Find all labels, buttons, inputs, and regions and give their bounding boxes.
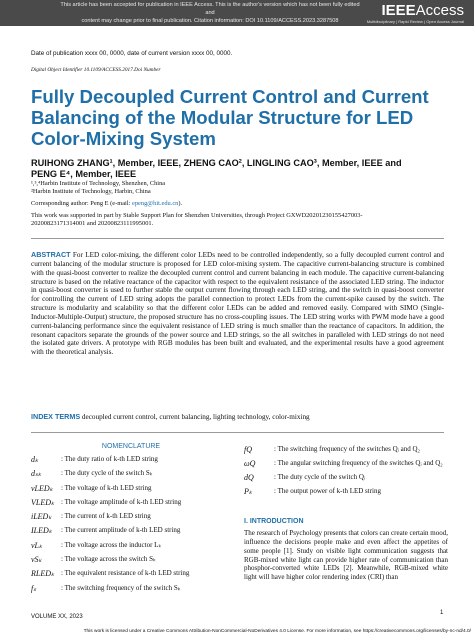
- abstract-text: For LED color-mixing, the different color LEDs need to be controlled independently, so a fully decoupled current control and current balancing of the modular structure is proposed for LED color-mixing system. The capacitive current-balancing structure is combined with the quasi-boost converter to realize the decoupled current control and current balancing in each module. The capacitive current-balancing structure is based on the relative reactance of the capacitor with respect to the equivalent resistance of the associated LED string. The inductor in quasi-boost converter is used to further stable the output current flowing through each LED string, and the switch in quasi-boost converter for controlling the current of LED string adopts the parallel connection to protect LEDs from the current-spike caused by the switch. The structure is modularity and scalability so that the different color LEDs can be added and removed easily. Compared with SIMO (Single-Inductor-Multiple-Output) structure, the proposed structure has no cross-coupling issues. The LED string works with PWM mode have a good current-balancing performance since the equivalent resistance of LED string is much smaller than the reactance of capacitors. In addition, the resonant capacitors separate the grounds of the power source and LED strings, so the all switches in paralleled with LED strings do not need the isolated gate drivers. A prototype with RGB modules has been built and evaluated, and the experimental results have a good agreement with the theoretical analysis.: [31, 251, 444, 357]
- nomenclature-symbol: RLEDₖ: [31, 569, 55, 579]
- doi-line: Digital Object Identifier 10.1109/ACCESS.2017.Doi Number: [31, 67, 161, 73]
- nomenclature-description-text: The switching frequency of the switches Qᵢ and Q₂: [277, 445, 420, 453]
- affiliations: [31, 180, 165, 196]
- funding-statement: [31, 212, 441, 228]
- nomenclature-symbol: VLEDₖ: [31, 497, 55, 507]
- nomenclature-description-text: The voltage across the switch Sₖ: [64, 555, 157, 564]
- introduction-heading: I. INTRODUCTION: [244, 518, 304, 525]
- nomenclature-description: : The switching frequency of the switches Qᵢ and Q₂: [274, 445, 420, 453]
- nomenclature-symbol: fₛ: [31, 583, 37, 593]
- nomenclature-description: : The switching frequency of the switch Sₖ: [61, 583, 181, 592]
- nomenclature-description: : The voltage across the switch Sₖ: [61, 555, 157, 564]
- nomenclature-row: [31, 584, 241, 598]
- nomenclature-row: [244, 487, 448, 496]
- affiliation-2: ²Harbin Institute of Technology, Harbin, China: [31, 188, 151, 195]
- nomenclature-description: : The current amplitude of k-th LED string: [61, 526, 181, 535]
- nomenclature-symbol: Pₖ: [244, 487, 253, 496]
- corresponding-author: [31, 200, 182, 207]
- corresponding-email-link[interactable]: epeng@hit.edu.cn: [132, 200, 179, 207]
- nomenclature-description-text: The duty cycle of the switch Sₖ: [64, 469, 153, 478]
- nomenclature-symbol: ωQ: [244, 459, 256, 468]
- nomenclature-description-text: The voltage amplitude of k-th LED string: [64, 497, 182, 506]
- index-terms-text: decoupled current control, current balancing, lighting technology, color-mixing: [81, 413, 310, 421]
- nomenclature-description-text: The current of k-th LED string: [64, 512, 151, 521]
- nomenclature-row: [244, 459, 448, 468]
- journal-header-bar: [0, 0, 474, 26]
- nomenclature-description-text: The voltage across the inductor Lₖ: [64, 540, 162, 549]
- funding-line-1: This work was supported in part by Stable Support Plan for Shenzhen Universities, through Project GXWD20201230155427003-: [31, 212, 363, 219]
- notice-line-1: This article has been accepted for publication in IEEE Access. This is the author's version which has not been fully edited and: [60, 2, 360, 16]
- nomenclature-row: [31, 555, 241, 569]
- nomenclature-description: : The duty cycle of the switch Sₖ: [61, 469, 153, 478]
- index-terms: [31, 412, 310, 421]
- author-line-2: PENG E⁴, Member, IEEE: [31, 169, 137, 179]
- nomenclature-left: [31, 455, 241, 598]
- nomenclature-symbol: dₛₖ: [31, 469, 42, 479]
- logo-ieee: IEEE: [381, 2, 416, 19]
- nomenclature-symbol: dₖ: [31, 455, 39, 464]
- nomenclature-symbol: iLEDₖ: [31, 512, 52, 522]
- nomenclature-row: [244, 473, 448, 482]
- abstract-label: ABSTRACT: [31, 250, 71, 259]
- index-terms-label: INDEX TERMS: [31, 412, 81, 421]
- nomenclature-right: [244, 445, 448, 501]
- introduction-text: The research of Psychology presents that colors can create certain mood, influence the decisions people make and even affect the appetites of some people [1]. Study on visible light communication suggests that RGB-mixed white light can provide higher rate of communication than phosphor-converted white LEDs [2]. Meanwhile, RGB-mixed white light will have higher color rendering index (CRI) than: [244, 529, 448, 582]
- volume-label: VOLUME XX, 2023: [31, 614, 83, 620]
- page-number: 1: [440, 610, 444, 616]
- nomenclature-description: : The current of k-th LED string: [61, 512, 151, 521]
- logo-tagline: Multidisciplinary | Rapid Review | Open Access Journal: [366, 19, 464, 24]
- nomenclature-row: [31, 541, 241, 555]
- nomenclature-row: [31, 512, 241, 526]
- funding-line-2: 20200823171314001 and 20200823111995001.: [31, 220, 154, 227]
- acceptance-notice: [60, 1, 360, 25]
- nomenclature-row: [31, 484, 241, 498]
- affiliation-1: ¹,³,⁴Harbin Institute of Technology, Shenzhen, China: [31, 180, 166, 187]
- nomenclature-description-text: The output power of k-th LED string: [277, 487, 382, 495]
- publication-dates: Date of publication xxxx 00, 0000, date of current version xxxx 00, 0000.: [31, 50, 233, 57]
- nomenclature-description-text: The voltage of k-th LED string: [64, 483, 152, 492]
- logo-access: Access: [415, 2, 464, 19]
- nomenclature-description-text: The equivalent resistance of k-th LED string: [64, 569, 190, 578]
- divider-bottom: [31, 432, 444, 433]
- nomenclature-row: [31, 498, 241, 512]
- nomenclature-row: [244, 445, 448, 454]
- nomenclature-description-text: The duty ratio of k-th LED string: [64, 455, 158, 463]
- nomenclature-description: : The angular switching frequency of the switches Qᵢ and Q₂: [274, 459, 443, 467]
- nomenclature-description-text: The switching frequency of the switch Sₖ: [64, 583, 181, 592]
- abstract: [31, 251, 444, 357]
- corresponding-author-suffix: ).: [178, 200, 183, 207]
- nomenclature-description-text: The current amplitude of k-th LED string: [64, 526, 181, 535]
- ieee-access-logo: [367, 3, 464, 24]
- nomenclature-symbol: dQ: [244, 473, 254, 482]
- nomenclature-description: : The duty cycle of the switch Qᵢ: [274, 473, 366, 481]
- nomenclature-description: : The duty ratio of k-th LED string: [61, 455, 158, 463]
- nomenclature-symbol: fQ: [244, 445, 252, 454]
- divider-top: [31, 238, 444, 239]
- nomenclature-row: [31, 469, 241, 483]
- nomenclature-description-text: The duty cycle of the switch Qᵢ: [277, 473, 366, 481]
- nomenclature-description: : The voltage of k-th LED string: [61, 483, 152, 492]
- nomenclature-description: : The voltage amplitude of k-th LED string: [61, 497, 182, 506]
- paper-title: Fully Decoupled Current Control and Current Balancing of the Modular Structure for LED Color-Mixing System: [31, 86, 429, 149]
- nomenclature-description: : The output power of k-th LED string: [274, 487, 382, 495]
- nomenclature-row: [31, 526, 241, 540]
- nomenclature-symbol: vLₖ: [31, 540, 43, 550]
- nomenclature-description: : The equivalent resistance of k-th LED string: [61, 569, 190, 578]
- corresponding-author-label: Corresponding author: Peng E (e-mail:: [31, 200, 132, 207]
- nomenclature-symbol: vSₖ: [31, 555, 42, 565]
- nomenclature-symbol: vLEDₖ: [31, 483, 54, 493]
- author-list: [31, 158, 431, 180]
- nomenclature-title: NOMENCLATURE: [101, 443, 161, 450]
- notice-line-2: content may change prior to final publication. Citation information: DOI 10.1109/ACCESS.2023.3287508: [81, 18, 339, 24]
- license-notice: This work is licensed under a Creative Commons Attribution-NonCommercial-NoDerivatives 4.0 License. For more information, see https://creativecommons.org/licenses/by-nc-nd/4.0/: [83, 629, 471, 634]
- author-line-1: RUIHONG ZHANG¹, Member, IEEE, ZHENG CAO², LINGLING CAO³, Member, IEEE and: [31, 158, 402, 168]
- nomenclature-symbol: ILEDₖ: [31, 526, 53, 536]
- nomenclature-description-text: The angular switching frequency of the switches Qᵢ and Q₂: [277, 459, 443, 467]
- nomenclature-row: [31, 569, 241, 583]
- nomenclature-row: [31, 455, 241, 469]
- nomenclature-description: : The voltage across the inductor Lₖ: [61, 540, 162, 549]
